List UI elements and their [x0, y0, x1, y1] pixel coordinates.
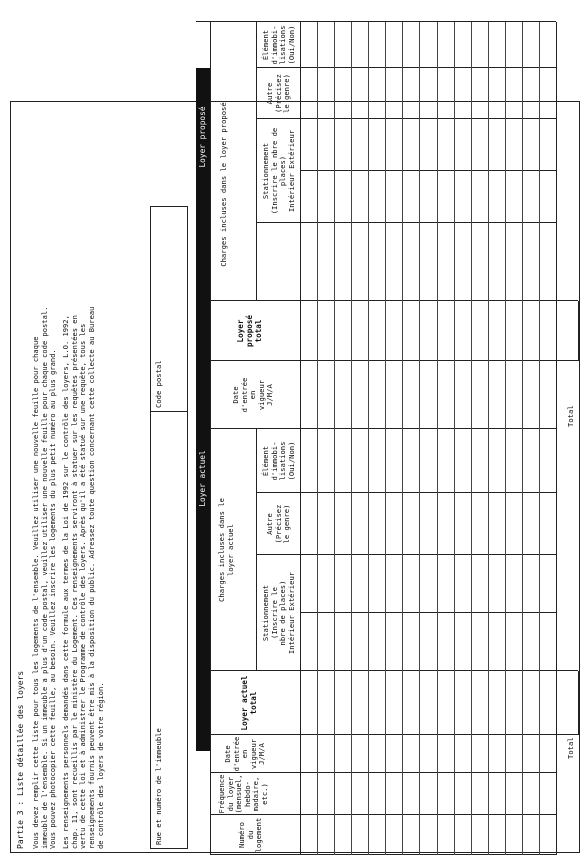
part-title: Partie 3 : Liste détaillée des loyers	[16, 670, 25, 849]
table-row-line	[471, 22, 472, 855]
grid-line	[556, 734, 578, 735]
header-element-actuel: Élément d'immobi- lisations (Oui/Non)	[261, 441, 296, 481]
total-label-propose: Total	[566, 405, 575, 427]
loyer-propose-band: Loyer proposé	[196, 68, 210, 206]
table-row-line	[351, 22, 352, 855]
grid-line	[256, 554, 556, 555]
table-row-line	[419, 22, 420, 855]
header-stationnement-propose: Stationnement (Inscrire le nbre de places) Intérieur Extérieur	[261, 127, 296, 215]
header-charges-actuel: Charges incluses dans le loyer actuel	[217, 498, 235, 602]
total-label-actuel: Total	[566, 737, 575, 759]
grid-line	[256, 429, 257, 671]
header-loyer-actuel-total: Loyer actuel total	[240, 675, 258, 731]
privacy-line: renseignements fournis peuvent être mis à la disposition du public. Adressez toute question concernant cette collecte au Bureau	[87, 306, 97, 849]
grid-line	[210, 22, 211, 751]
address-label: Rue et numéro de l'immeuble	[154, 728, 163, 845]
grid-line	[556, 670, 578, 671]
table-row-line	[522, 22, 523, 855]
grid-line	[256, 67, 556, 68]
table-row-line	[334, 22, 335, 855]
table-row-line	[402, 22, 403, 855]
header-numero-logement: Numéro du logement	[237, 817, 264, 853]
instruction-line: Vous pouvez photocopier cette feuille, au besoin. Veuillez inscrire les logements du plus petit numéro au plus grand.	[48, 349, 58, 849]
postal-code-label: Code postal	[154, 360, 163, 408]
grid-line	[556, 360, 578, 361]
table-row-line	[539, 22, 540, 855]
grid-line	[578, 671, 579, 735]
header-element-propose: Élément d'immobi- lisations (Oui/Non)	[261, 25, 296, 65]
header-autre-propose: Autre (Précisez le genre)	[265, 74, 292, 113]
grid-line	[556, 300, 578, 301]
grid-line	[300, 612, 556, 613]
table-row-line	[317, 22, 318, 855]
header-stationnement-actuel: Stationnement (Inscrire le nbre de places) Intérieur Extérieur	[261, 571, 296, 655]
privacy-line: vertu de cette loi et à administrer le Programme de contrôle des loyers. Après qu'il a été statué sur une requête, tous les	[78, 323, 88, 849]
privacy-notice	[62, 189, 106, 849]
grid-line	[256, 118, 556, 119]
privacy-line: chap. 11, sont recueillis par le ministère du Logement. Ces renseignements serviront à statuer sur les requêtes présentées en	[69, 315, 79, 849]
privacy-line: de contrôle des loyers de votre région.	[95, 682, 105, 849]
header-date-entree: Date d'entrée en vigueur J/M/A	[223, 736, 267, 772]
privacy-line: Les renseignements personnels demandés dans cette formule aux termes de la Loi de 1992 sur le contrôle des loyers, L.O. 1992,	[61, 315, 70, 849]
loyer-actuel-band: Loyer actuel	[196, 206, 210, 751]
grid-line	[196, 21, 556, 22]
grid-line	[210, 751, 211, 855]
instructions	[32, 189, 58, 849]
table-row-line	[437, 22, 438, 855]
instruction-line: Vous devez remplir cette liste pour tous les logements de l'ensemble. Veuillez utiliser une nouvelle feuille pour chaque	[31, 336, 40, 849]
header-charges-propose: Charges incluses dans le loyer proposé	[219, 102, 228, 267]
grid-line	[256, 222, 556, 223]
header-date-vigueur-propose: Date d'entrée en vigueur J/M/A	[231, 377, 275, 413]
instruction-line: immeuble de l'ensemble. Si un immeuble a plus d'un code postal, veuillez utiliser une nouvelle feuille pour chaque code postal.	[39, 306, 49, 849]
header-frequence-loyer: Fréquence du loyer (mensuel, hebdo- madaire, etc.)	[217, 774, 269, 814]
table-row-line	[454, 22, 455, 855]
header-autre-actuel: Autre (Précisez le genre)	[265, 504, 292, 544]
grid-line	[578, 301, 579, 361]
table-row-line	[385, 22, 386, 855]
grid-line	[300, 170, 556, 171]
table-row-line	[368, 22, 369, 855]
grid-line	[256, 492, 556, 493]
table-row-line	[505, 22, 506, 855]
grid-line	[300, 22, 301, 855]
grid-line	[256, 22, 257, 301]
header-loyer-propose-total: Loyer proposé total	[236, 315, 263, 348]
grid-line	[556, 22, 557, 855]
table-row-line	[488, 22, 489, 855]
